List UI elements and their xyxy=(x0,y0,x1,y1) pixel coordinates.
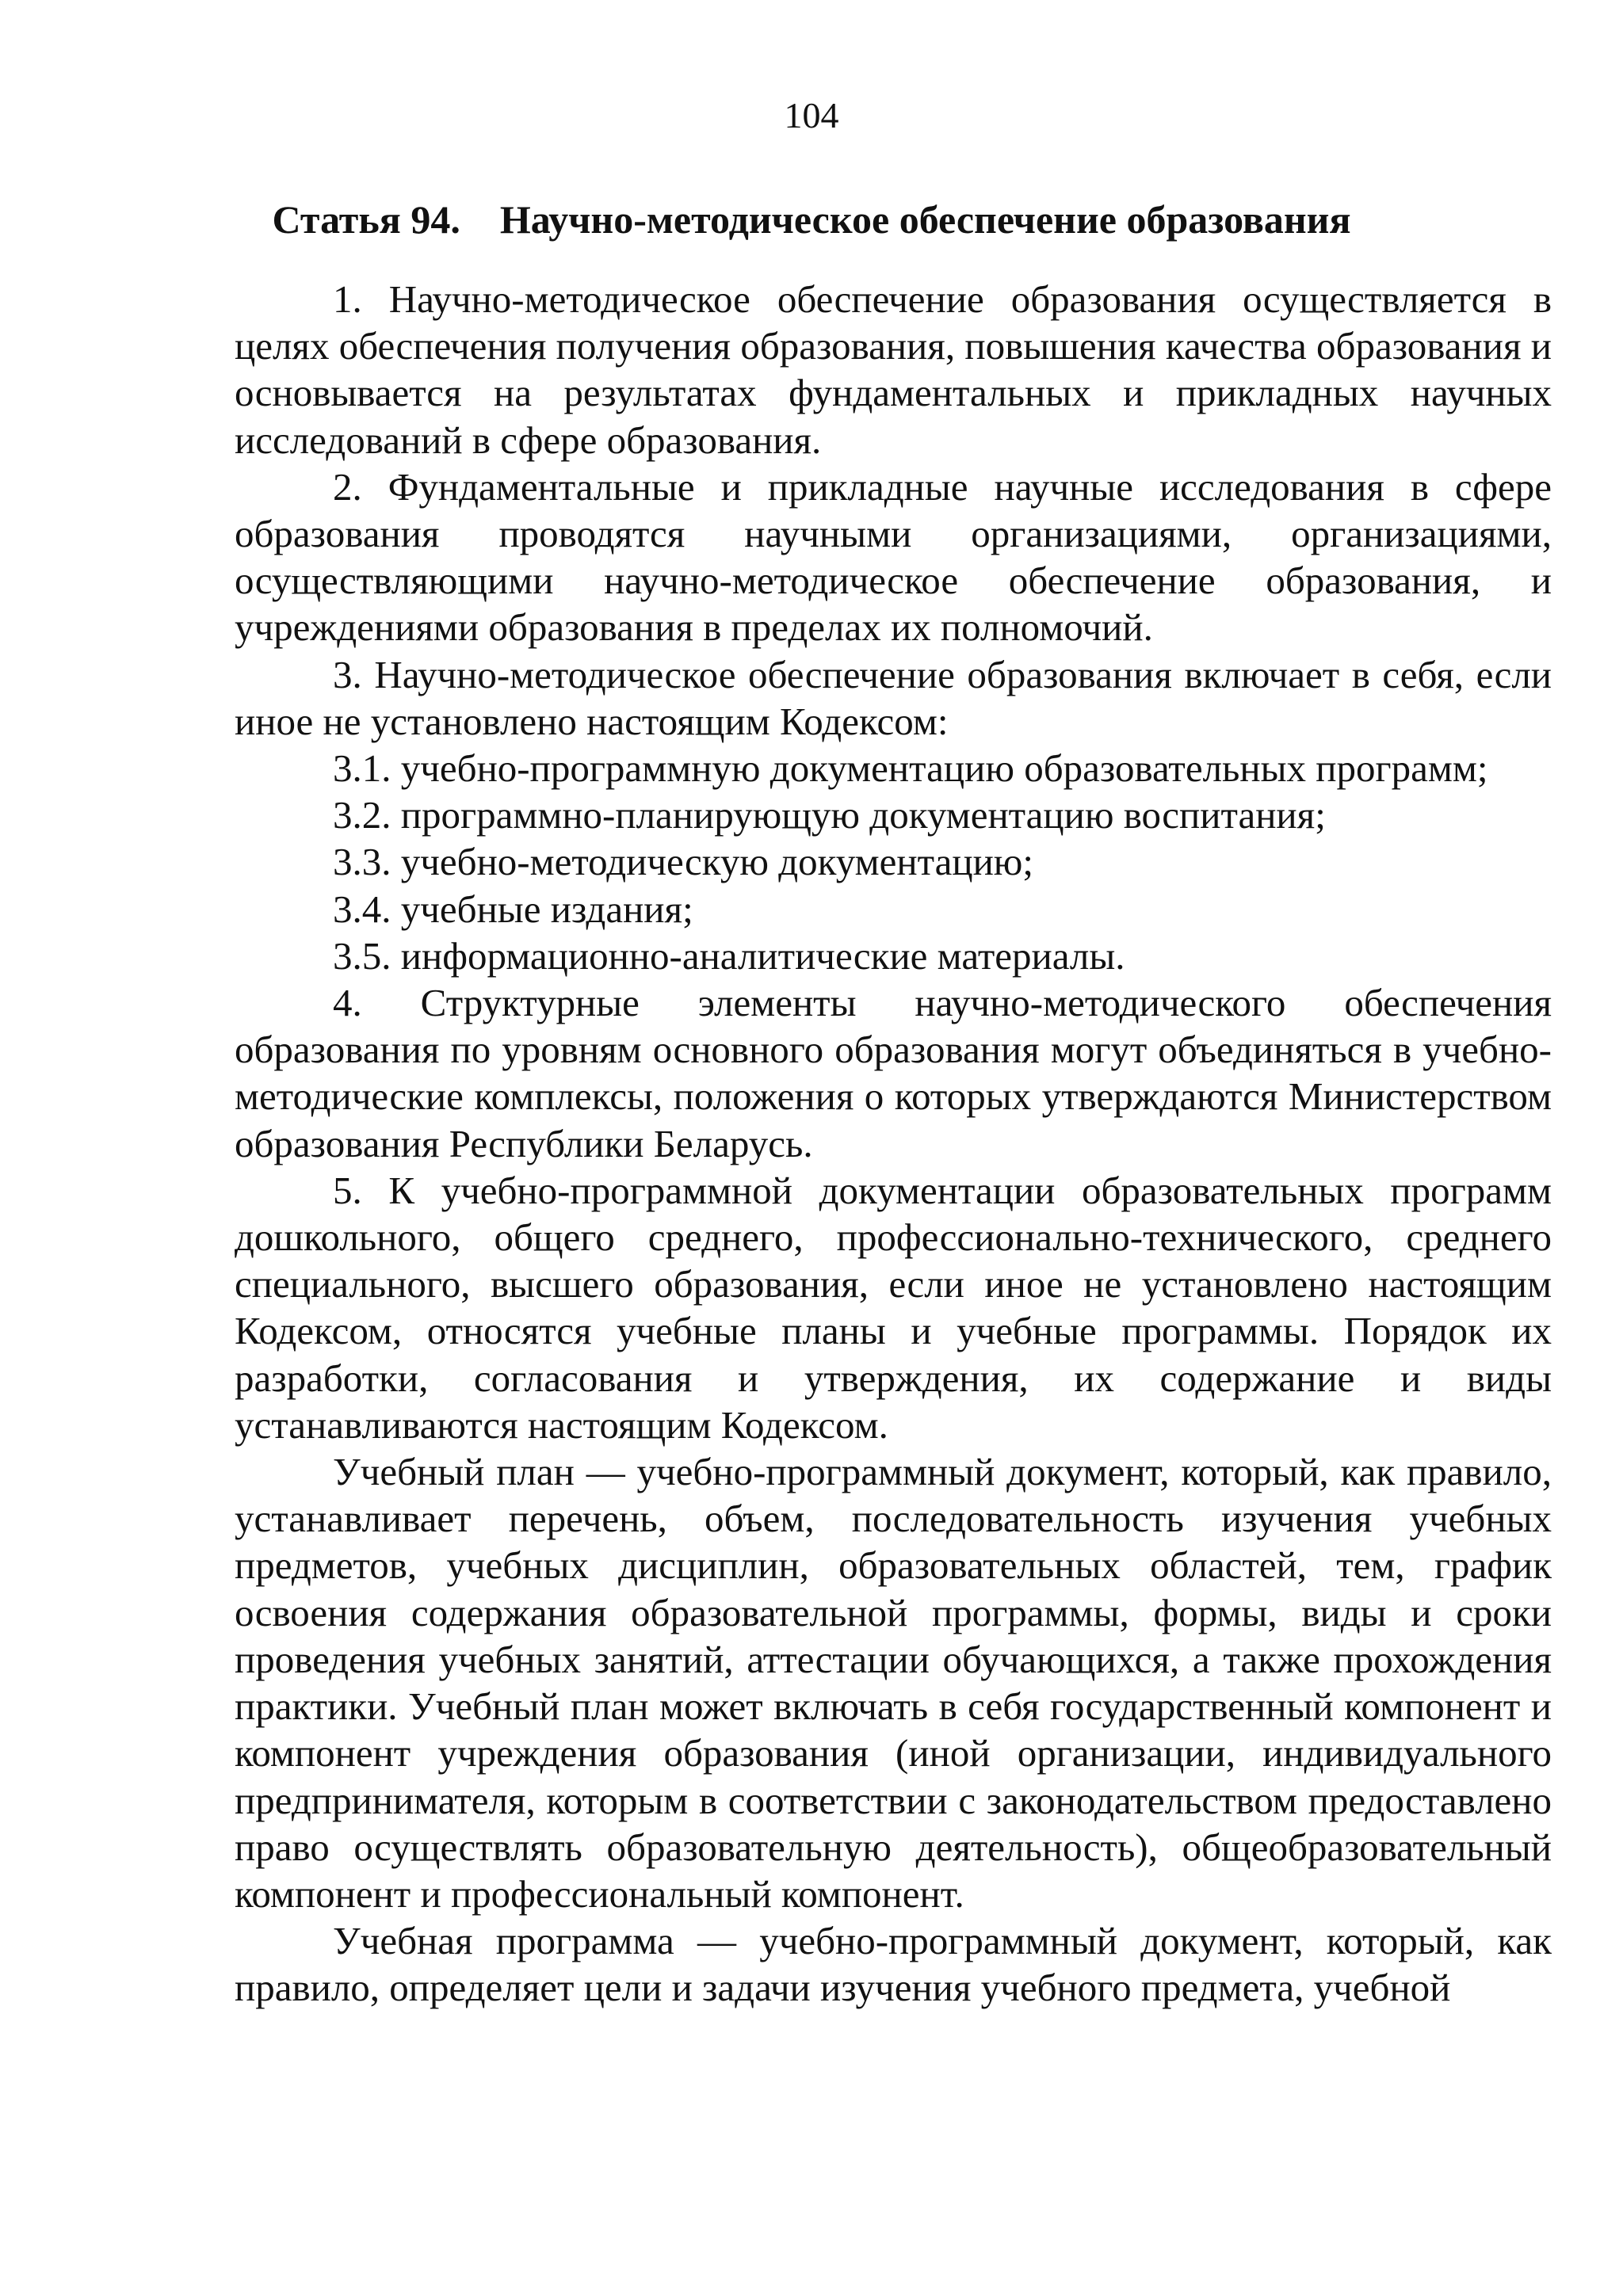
paragraph-3: 3. Научно-методическое обеспечение образования включает в себя, если иное не установлено настоящим Кодексом: xyxy=(235,652,1552,743)
paragraph-3-5: 3.5. информационно-аналитические материалы. xyxy=(333,933,1125,978)
paragraph-2: 2. Фундаментальные и прикладные научные исследования в сфере образования проводятся научными организациями, организациями, осуществляющими научно-методическое обеспечение образования, и учреждениями образования в пределах их полномочий. xyxy=(235,464,1552,650)
article-body xyxy=(235,276,1552,2012)
article-title: Статья 94. Научно-методическое обеспечение образования xyxy=(272,197,1351,242)
paragraph-5: 5. К учебно-программной документации образовательных программ дошкольного, общего среднего, профессионально-технического, среднего специального, высшего образования, если иное не установлено настоящим Кодексом, относятся учебные планы и учебные программы. Порядок их разработки, согласования и утверждения, их содержание и виды устанавливаются настоящим Кодексом. xyxy=(235,1168,1552,1447)
paragraph-3-3: 3.3. учебно-методическую документацию; xyxy=(333,840,1034,884)
paragraph-4: 4. Структурные элементы научно-методического обеспечения образования по уровням основного образования могут объединяться в учебно-методические комплексы, положения о которых утверждаются Министерством образования Республики Беларусь. xyxy=(235,981,1552,1165)
paragraph-syllabus: Учебная программа — учебно-программный документ, который, как правило, определяет цели и задачи изучения учебного предмета, учебной xyxy=(235,1919,1552,2010)
page-number: 104 xyxy=(784,95,839,135)
paragraph-curriculum: Учебный план — учебно-программный документ, который, как правило, устанавливает перечень, объем, последовательность изучения учебных предметов, учебных дисциплин, образовательных областей, тем, график освоения содержания образовательной программы, формы, виды и сроки проведения учебных занятий, аттестации обучающихся, а также прохождения практики. Учебный план может включать в себя государственный компонент и компонент учреждения образования (иной организации, индивидуального предпринимателя, которым в соответствии с законодательством предоставлено право осуществлять образовательную деятельность), общеобразовательный компонент и профессиональный компонент. xyxy=(235,1450,1552,1916)
paragraph-3-4: 3.4. учебные издания; xyxy=(333,887,693,931)
paragraph-3-1: 3.1. учебно-программную документацию образовательных программ; xyxy=(333,746,1488,791)
paragraph-3-2: 3.2. программно-планирующую документацию воспитания; xyxy=(333,793,1326,837)
paragraph-1: 1. Научно-методическое обеспечение образования осуществляется в целях обеспечения получения образования, повышения качества образования и основывается на результатах фундаментальных и прикладных научных исследований в сфере образования. xyxy=(235,277,1552,462)
